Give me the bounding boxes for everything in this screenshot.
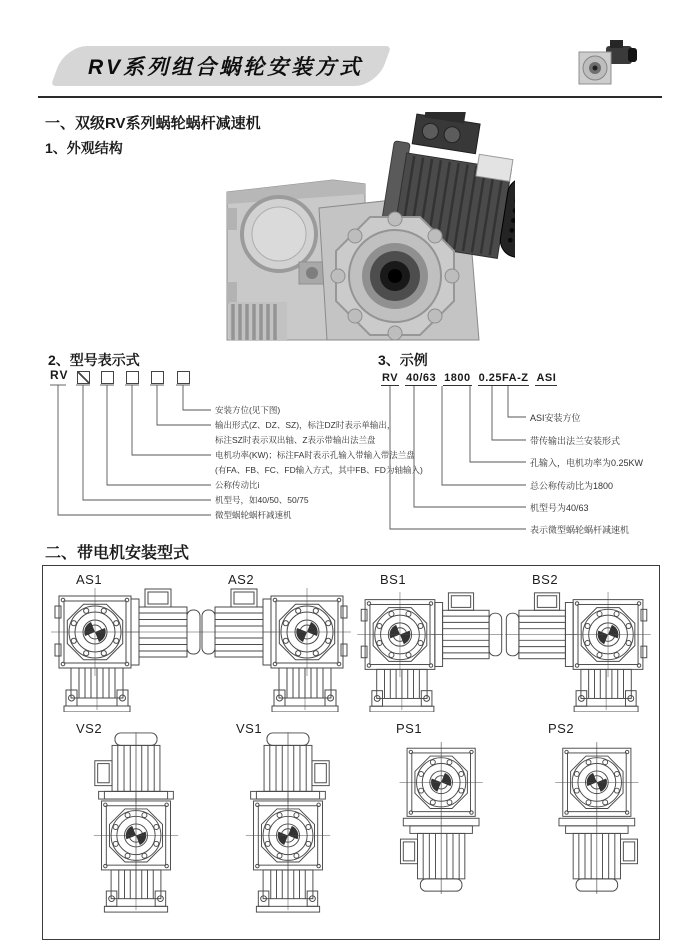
type-label-bs2: BS2 (532, 572, 559, 587)
header-product-thumbnail-icon (570, 38, 642, 90)
type-label-bs1: BS1 (380, 572, 407, 587)
model-heading: 2、型号表示式 (48, 352, 140, 368)
mounting-types-box (42, 565, 660, 940)
type-label-ps1: PS1 (396, 721, 423, 736)
example-callout-lines (378, 368, 668, 538)
bs2-drawing (505, 588, 651, 712)
example-seg-size: 40/63 (406, 372, 437, 384)
bs1-drawing (357, 588, 503, 712)
section1-heading: 一、双级RV系列蜗轮蜗杆减速机 (45, 115, 261, 132)
model-prefix: RV (50, 368, 69, 382)
type-label-vs1: VS1 (236, 721, 263, 736)
vs2-drawing (63, 732, 209, 914)
type-label-as2: AS2 (228, 572, 255, 587)
section1-subheading: 1、外观结构 (45, 140, 123, 156)
page-title: RV系列组合蜗轮安装方式 (88, 56, 364, 79)
model-callout-2: 标注SZ时表示双出轴、Z表示带输出法兰盘 (215, 435, 376, 445)
example-callout-5: 表示微型蜗轮蜗杆减速机 (530, 525, 630, 535)
as1-drawing (51, 584, 201, 712)
example-heading: 3、示例 (378, 352, 428, 368)
model-callout-7: 微型蜗轮蜗杆减速机 (215, 510, 292, 520)
type-label-ps2: PS2 (548, 721, 575, 736)
example-diagram (378, 368, 668, 538)
example-callout-2: 孔输入，电机功率为0.25KW (530, 458, 644, 468)
example-callout-4: 机型号为40/63 (530, 503, 589, 513)
model-callout-0: 安装方位(见下图) (215, 405, 281, 415)
example-callout-0: ASI安装方位 (530, 413, 581, 423)
model-callout-5: 公称传动比i (215, 480, 260, 490)
mounting-heading: 二、带电机安装型式 (45, 545, 190, 562)
example-seg-power: 0.25FA-Z (478, 372, 529, 384)
reducer-product-photo (215, 112, 515, 344)
example-callout-3: 总公称传动比为1800 (530, 481, 614, 491)
header-divider (38, 96, 662, 98)
example-callout-1: 带传输出法兰安装形式 (530, 436, 621, 446)
example-seg-pos: ASI (536, 372, 557, 384)
type-label-vs2: VS2 (76, 721, 103, 736)
example-seg-rv: RV (382, 372, 399, 384)
ps2-drawing (523, 742, 665, 904)
model-callout-3: 电机功率(KW)；标注FA时表示孔输入带输入带法兰盘 (215, 450, 415, 460)
ps1-drawing (373, 742, 515, 904)
model-callout-6: 机型号，如40/50、50/75 (215, 495, 309, 505)
vs1-drawing (215, 732, 361, 914)
example-seg-ratio: 1800 (444, 372, 471, 384)
as2-drawing (201, 584, 351, 712)
type-label-as1: AS1 (76, 572, 103, 587)
model-callout-4: (有FA、FB、FC、FD输入方式，其中FB、FD为轴输入) (215, 465, 423, 475)
model-callout-1: 输出形式(Z、DZ、SZ)，标注DZ时表示单输出， (215, 420, 396, 430)
